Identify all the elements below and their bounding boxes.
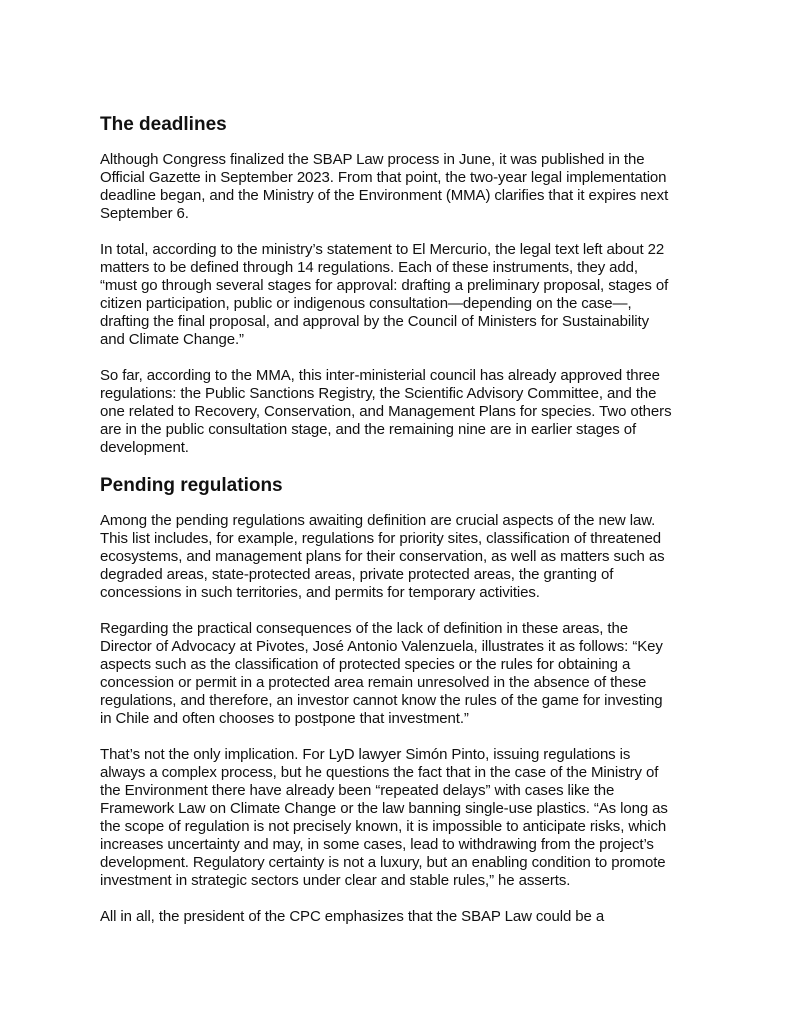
text-line: matters to be defined through 14 regulations. Each of these instruments, they add, bbox=[100, 259, 638, 276]
section-the-deadlines bbox=[100, 114, 710, 457]
text-line: In total, according to the ministry’s statement to El Mercurio, the legal text left about 22 bbox=[100, 241, 665, 258]
text-line: Regarding the practical consequences of the lack of definition in these areas, the bbox=[100, 620, 628, 637]
text-line: Director of Advocacy at Pivotes, José Antonio Valenzuela, illustrates it as follows: “Key bbox=[100, 638, 663, 655]
text-line: Official Gazette in September 2023. From that point, the two-year legal implementation bbox=[100, 169, 667, 186]
text-line: development. Regulatory certainty is not a luxury, but an enabling condition to promote bbox=[100, 854, 666, 871]
text-line: regulations, and therefore, an investor cannot know the rules of the game for investing bbox=[100, 692, 663, 709]
text-line: This list includes, for example, regulations for priority sites, classification of threatened bbox=[100, 530, 661, 547]
text-line: aspects such as the classification of protected species or the rules for obtaining a bbox=[100, 656, 631, 673]
text-line: regulations: the Public Sanctions Registry, the Scientific Advisory Committee, and the bbox=[100, 385, 657, 402]
text-line: Framework Law on Climate Change or the law banning single-use plastics. “As long as bbox=[100, 800, 668, 817]
section-pending-regulations bbox=[100, 475, 710, 926]
text-line: That’s not the only implication. For LyD lawyer Simón Pinto, issuing regulations is bbox=[100, 746, 631, 763]
document-page bbox=[100, 114, 710, 944]
section-heading: Pending regulations bbox=[100, 475, 283, 496]
text-line: the Environment there have already been “repeated delays” with cases like the bbox=[100, 782, 615, 799]
text-line: Among the pending regulations awaiting definition are crucial aspects of the new law. bbox=[100, 512, 656, 529]
text-line: “must go through several stages for approval: drafting a preliminary proposal, stages of bbox=[100, 277, 669, 294]
text-line: investment in strategic sectors under clear and stable rules,” he asserts. bbox=[100, 872, 571, 889]
text-line: So far, according to the MMA, this inter-ministerial council has already approved three bbox=[100, 367, 660, 384]
text-line: All in all, the president of the CPC emphasizes that the SBAP Law could be a bbox=[100, 908, 605, 925]
paragraph bbox=[100, 512, 710, 602]
paragraph bbox=[100, 241, 710, 349]
paragraph bbox=[100, 908, 710, 926]
text-line: development. bbox=[100, 439, 189, 456]
text-line: concession or permit in a protected area remain unresolved in the absence of these bbox=[100, 674, 647, 691]
text-line: drafting the final proposal, and approval by the Council of Ministers for Sustainability bbox=[100, 313, 650, 330]
text-line: ecosystems, and management plans for their conservation, as well as matters such as bbox=[100, 548, 665, 565]
paragraph bbox=[100, 367, 710, 457]
text-line: the scope of regulation is not precisely known, it is impossible to anticipate risks, which bbox=[100, 818, 667, 835]
text-line: increases uncertainty and may, in some cases, lead to withdrawing from the project’s bbox=[100, 836, 654, 853]
paragraph bbox=[100, 746, 710, 890]
paragraph bbox=[100, 620, 710, 728]
text-line: citizen participation, public or indigenous consultation—depending on the case—, bbox=[100, 295, 632, 312]
text-line: always a complex process, but he questions the fact that in the case of the Ministry of bbox=[100, 764, 659, 781]
text-line: concessions in such territories, and permits for temporary activities. bbox=[100, 584, 540, 601]
text-line: September 6. bbox=[100, 205, 189, 222]
text-line: one related to Recovery, Conservation, and Management Plans for species. Two others bbox=[100, 403, 672, 420]
paragraph bbox=[100, 151, 710, 223]
text-line: in Chile and often chooses to postpone that investment.” bbox=[100, 710, 469, 727]
text-line: deadline began, and the Ministry of the Environment (MMA) clarifies that it expires next bbox=[100, 187, 669, 204]
text-line: and Climate Change.” bbox=[100, 331, 244, 348]
text-line: are in the public consultation stage, and the remaining nine are in earlier stages of bbox=[100, 421, 637, 438]
text-line: Although Congress finalized the SBAP Law process in June, it was published in the bbox=[100, 151, 645, 168]
text-line: degraded areas, state-protected areas, private protected areas, the granting of bbox=[100, 566, 614, 583]
section-heading: The deadlines bbox=[100, 114, 227, 135]
